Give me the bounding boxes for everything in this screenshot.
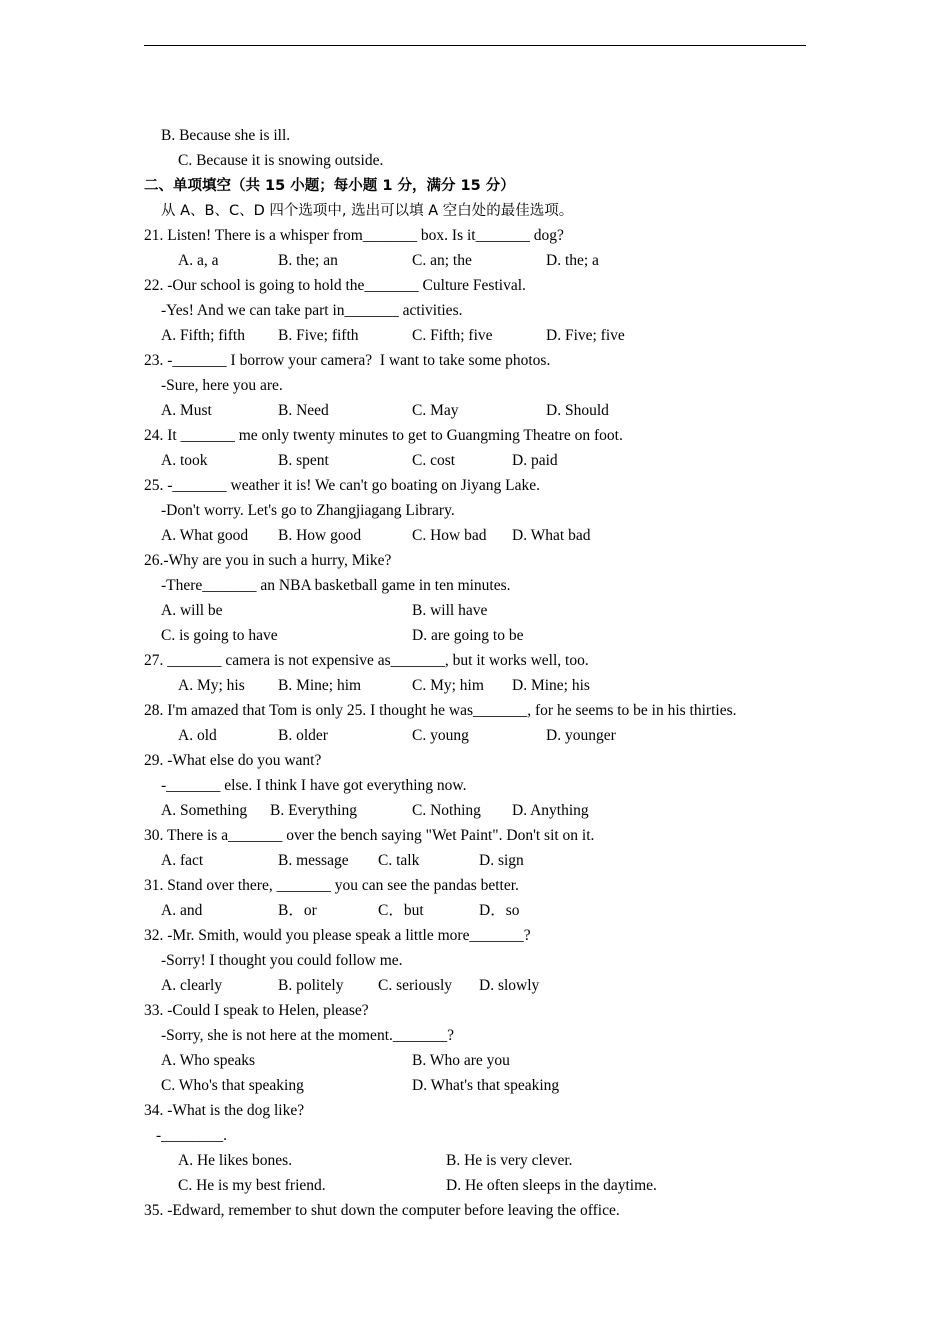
- q25-option-a: A. What good: [161, 527, 249, 544]
- q28-option-a: A. old: [178, 727, 217, 744]
- q33-line2: -Sorry, she is not here at the moment._______?: [161, 1027, 455, 1044]
- q21-option-a: A. a, a: [178, 252, 219, 269]
- q23-line2: -Sure, here you are.: [161, 377, 283, 394]
- q25-line2: -Don't worry. Let's go to Zhangjiagang Library.: [161, 502, 455, 519]
- q32-option-d: D. slowly: [479, 977, 540, 994]
- q26-option-b: B. will have: [412, 602, 488, 619]
- q22-option-a: A. Fifth; fifth: [161, 327, 245, 344]
- q34-option-c: C. He is my best friend.: [178, 1177, 326, 1194]
- q29-option-b: B. Everything: [270, 802, 357, 819]
- q26-option-a: A. will be: [161, 602, 223, 619]
- q22-option-d: D. Five; five: [546, 327, 625, 344]
- q33-option-b: B. Who are you: [412, 1052, 510, 1069]
- q35-stem: 35. -Edward, remember to shut down the computer before leaving the office.: [144, 1202, 620, 1219]
- header-rule: [144, 45, 806, 46]
- q30-option-c: C. talk: [378, 852, 420, 869]
- q34-stem: 34. -What is the dog like?: [144, 1102, 305, 1119]
- q24-option-c: C. cost: [412, 452, 456, 469]
- q28-stem: 28. I'm amazed that Tom is only 25. I thought he was_______, for he seems to be in his thirties.: [144, 702, 737, 719]
- q30-option-a: A. fact: [161, 852, 204, 869]
- q29-option-c: C. Nothing: [412, 802, 481, 819]
- q32-option-c: C. seriously: [378, 977, 453, 994]
- q26-stem: 26.-Why are you in such a hurry, Mike?: [144, 552, 392, 569]
- q24-stem: 24. It _______ me only twenty minutes to get to Guangming Theatre on foot.: [144, 427, 623, 444]
- q27-option-d: D. Mine; his: [512, 677, 590, 694]
- q24-option-d: D. paid: [512, 452, 558, 469]
- q32-option-a: A. clearly: [161, 977, 223, 994]
- q27-option-c: C. My; him: [412, 677, 484, 694]
- q34-option-a: A. He likes bones.: [178, 1152, 293, 1169]
- q30-stem: 30. There is a_______ over the bench saying "Wet Paint". Don't sit on it.: [144, 827, 595, 844]
- q21-option-c: C. an; the: [412, 252, 472, 269]
- q29-stem: 29. -What else do you want?: [144, 752, 322, 769]
- q23-option-a: A. Must: [161, 402, 212, 419]
- q27-option-b: B. Mine; him: [278, 677, 362, 694]
- q26-option-c: C. is going to have: [161, 627, 278, 644]
- q34-option-d: D. He often sleeps in the daytime.: [446, 1177, 657, 1194]
- q31-option-c: C．but: [378, 902, 424, 919]
- q22-line2: -Yes! And we can take part in_______ activities.: [161, 302, 463, 319]
- q22-stem: 22. -Our school is going to hold the_______ Culture Festival.: [144, 277, 526, 294]
- q31-stem: 31. Stand over there, _______ you can see the pandas better.: [144, 877, 519, 894]
- section-instruction: 从 A、B、C、D 四个选项中, 选出可以填 A 空白处的最佳选项。: [161, 203, 574, 219]
- q25-option-c: C. How bad: [412, 527, 487, 544]
- q28-option-b: B. older: [278, 727, 328, 744]
- q31-option-b: B．or: [278, 902, 317, 919]
- q33-option-c: C. Who's that speaking: [161, 1077, 304, 1094]
- q30-option-d: D. sign: [479, 852, 524, 869]
- q25-option-b: B. How good: [278, 527, 362, 544]
- q33-stem: 33. -Could I speak to Helen, please?: [144, 1002, 369, 1019]
- q24-option-b: B. spent: [278, 452, 329, 469]
- q31-option-a: A. and: [161, 902, 203, 919]
- q26-line2: -There_______ an NBA basketball game in ten minutes.: [161, 577, 511, 594]
- q24-option-a: A. took: [161, 452, 208, 469]
- q23-option-b: B. Need: [278, 402, 329, 419]
- q32-option-b: B. politely: [278, 977, 344, 994]
- q30-option-b: B. message: [278, 852, 349, 869]
- q22-option-b: B. Five; fifth: [278, 327, 359, 344]
- q25-stem: 25. -_______ weather it is! We can't go boating on Jiyang Lake.: [144, 477, 540, 494]
- q29-option-d: D. Anything: [512, 802, 589, 819]
- q21-option-d: D. the; a: [546, 252, 599, 269]
- q21-option-b: B. the; an: [278, 252, 338, 269]
- q32-stem: 32. -Mr. Smith, would you please speak a little more_______?: [144, 927, 531, 944]
- q33-option-d: D. What's that speaking: [412, 1077, 560, 1094]
- q28-option-d: D. younger: [546, 727, 616, 744]
- q32-line2: -Sorry! I thought you could follow me.: [161, 952, 403, 969]
- prev-option-c: C. Because it is snowing outside.: [178, 152, 384, 169]
- q27-option-a: A. My; his: [178, 677, 245, 694]
- q29-option-a: A. Something: [161, 802, 248, 819]
- q21-stem: 21. Listen! There is a whisper from_______ box. Is it_______ dog?: [144, 227, 564, 244]
- q23-stem: 23. -_______ I borrow your camera? I want to take some photos.: [144, 352, 551, 369]
- q25-option-d: D. What bad: [512, 527, 591, 544]
- q34-line2: -________.: [156, 1127, 228, 1144]
- q26-option-d: D. are going to be: [412, 627, 524, 644]
- q22-option-c: C. Fifth; five: [412, 327, 493, 344]
- q29-line2: -_______ else. I think I have got everything now.: [161, 777, 467, 794]
- q33-option-a: A. Who speaks: [161, 1052, 255, 1069]
- q31-option-d: D．so: [479, 902, 520, 919]
- q28-option-c: C. young: [412, 727, 469, 744]
- q23-option-d: D. Should: [546, 402, 609, 419]
- prev-option-b: B. Because she is ill.: [161, 127, 291, 144]
- section-title: 二、单项填空（共 15 小题；每小题 1 分，满分 15 分）: [144, 178, 515, 194]
- q34-option-b: B. He is very clever.: [446, 1152, 573, 1169]
- q27-stem: 27. _______ camera is not expensive as_______, but it works well, too.: [144, 652, 589, 669]
- q23-option-c: C. May: [412, 402, 459, 419]
